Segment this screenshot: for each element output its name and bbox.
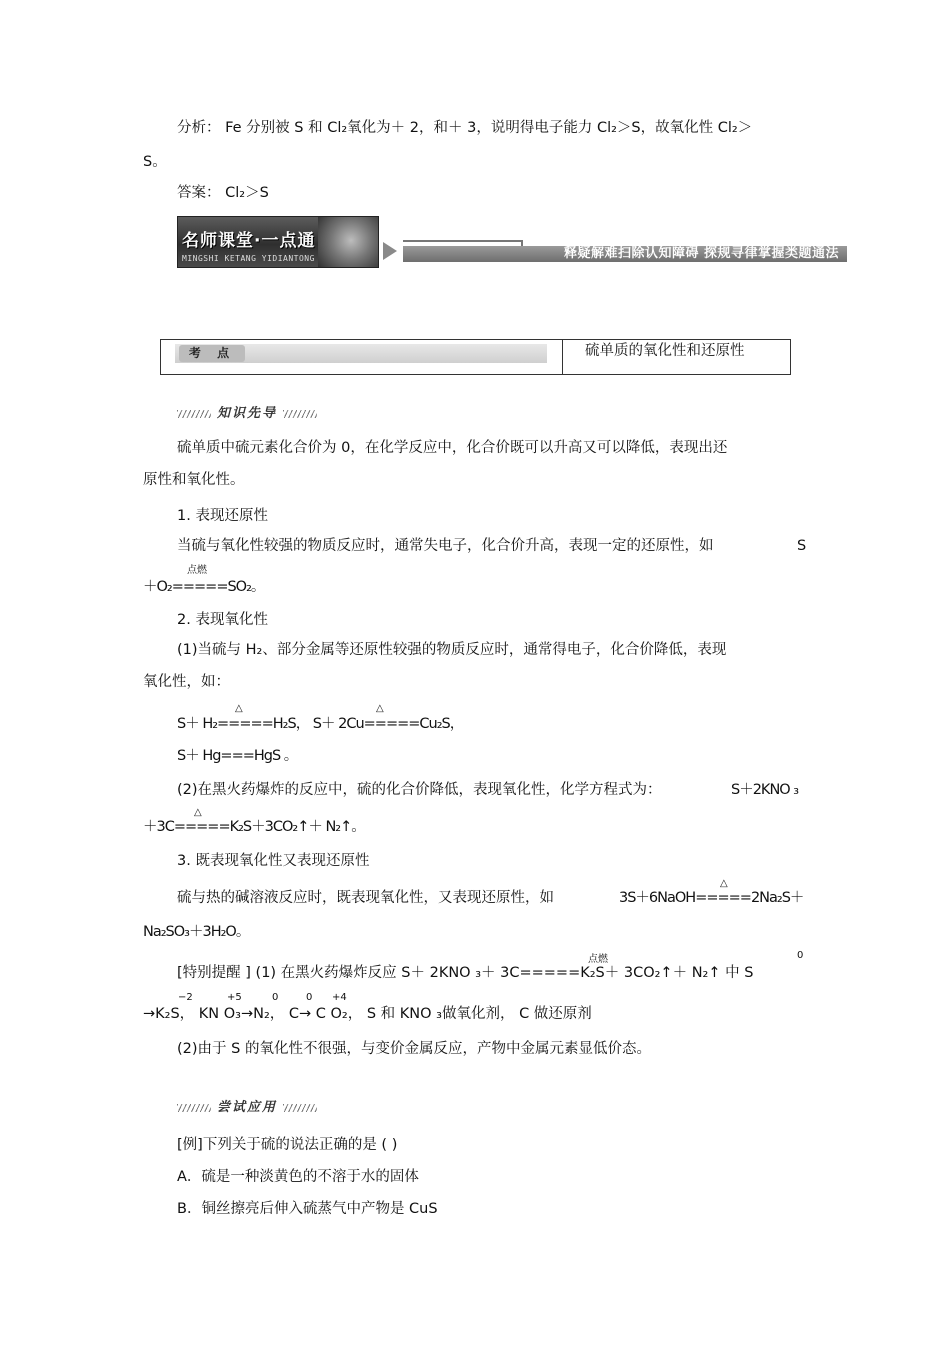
hatch-decoration (283, 410, 317, 418)
heading-oxidizing: 2. 表现氧化性 (177, 612, 268, 628)
section-label-text: 知识先导 (217, 406, 278, 421)
hatch-decoration (177, 410, 211, 418)
heat-condition: △ (194, 807, 202, 818)
special-reminder-line: [特别提醒 ] (1) 在黑火药爆炸反应 S＋ 2KNO ₃＋ 3C=====K₂S＋ 3CO₂↑＋ N₂↑ 中 S (177, 965, 754, 981)
key-point-label: 考 点 (179, 345, 245, 362)
key-point-table (160, 339, 791, 375)
banner-photo (318, 217, 378, 268)
heading-both: 3. 既表现氧化性又表现还原性 (177, 853, 370, 869)
heat-condition: △ (720, 878, 728, 889)
valence-mark: +5 (227, 992, 242, 1003)
valence-mark: −2 (178, 992, 193, 1003)
gunpowder-equation-start: S＋2KNO ₃ (731, 782, 799, 798)
banner-title: 名师课堂·一点通 (182, 231, 316, 251)
key-point-topic: 硫单质的氧化性和还原性 (585, 343, 745, 359)
equation-s-h2-cu: S＋ H₂=====H₂S， S＋ 2Cu=====Cu₂S， (177, 716, 464, 732)
alkali-equation-start: 3S＋6NaOH=====2Na₂S＋ (619, 890, 804, 906)
banner-title-box (177, 216, 379, 268)
equation-s-hg: S＋ Hg===HgS 。 (177, 748, 298, 764)
heat-condition: △ (376, 703, 384, 714)
alkali-paragraph: 硫与热的碱溶液反应时，既表现氧化性，又表现还原性，如 (177, 890, 554, 906)
intro-line-2: 原性和氧化性。 (143, 472, 245, 488)
valence-mark: 0 (306, 992, 313, 1003)
gunpowder-paragraph: (2)在黑火药爆炸的反应中，硫的化合价降低，表现氧化性，化学方程式为： (177, 782, 662, 798)
play-arrow-icon (383, 242, 397, 260)
heat-condition: △ (235, 703, 243, 714)
answer-line: 答案： Cl₂＞S (177, 185, 269, 201)
valence-mark: +4 (332, 992, 347, 1003)
key-point-label-cell (161, 340, 563, 374)
oxidizing-paragraph-2: 氧化性，如： (143, 674, 230, 690)
option-a: A．硫是一种淡黄色的不溶于水的固体 (177, 1169, 419, 1185)
intro-line-1: 硫单质中硫元素化合价为 0，在化学反应中，化合价既可以升高又可以降低，表现出还 (177, 440, 728, 456)
section-label-text: 尝试应用 (217, 1100, 278, 1115)
valence-mark: 0 (797, 950, 804, 961)
section-label-practice (177, 1100, 317, 1116)
banner-slogan: 释疑解难扫除认知障碍 探规寻律掌握类题通法 (563, 246, 839, 261)
key-point-label-bar (175, 344, 547, 363)
gunpowder-equation-end: ＋3C=====K₂S＋3CO₂↑＋ N₂↑。 (143, 819, 365, 835)
banner-pinyin: MINGSHI KETANG YIDIANTONG (182, 254, 315, 263)
reducing-paragraph: 当硫与氧化性较强的物质反应时，通常失电子，化合价升高，表现一定的还原性，如 (177, 538, 714, 554)
equation-s-o2: ＋O₂=====SO₂。 (143, 579, 265, 595)
example-question: [例]下列关于硫的说法正确的是 ( ) (177, 1137, 398, 1153)
special-reminder-line-3: (2)由于 S 的氧化性不很强，与变价金属反应，产物中金属元素显低价态。 (177, 1041, 651, 1057)
hatch-decoration (283, 1104, 317, 1112)
analysis-line-1: 分析： Fe 分别被 S 和 Cl₂氧化为＋ 2，和＋ 3，说明得电子能力 Cl₂＞S，故氧化性 Cl₂＞ (177, 120, 753, 136)
reducing-paragraph-s: S (797, 538, 807, 554)
option-b: B．铜丝擦亮后伸入硫蒸气中产物是 CuS (177, 1201, 438, 1217)
alkali-equation-end: Na₂SO₃＋3H₂O。 (143, 924, 250, 940)
teacher-class-banner (177, 216, 847, 268)
ignite-condition: 点燃 (588, 954, 608, 965)
special-reminder-line-2: →K₂S， KN O₃→N₂， C→ C O₂， S 和 KNO ₃做氧化剂， C 做还原剂 (143, 1006, 592, 1022)
banner-slogan-bar (403, 246, 847, 262)
ignite-condition: 点燃 (187, 565, 207, 576)
valence-mark: 0 (272, 992, 279, 1003)
oxidizing-paragraph-1: (1)当硫与 H₂、部分金属等还原性较强的物质反应时，通常得电子，化合价降低，表现 (177, 642, 727, 658)
analysis-line-2: S。 (143, 154, 167, 170)
section-label-knowledge (177, 406, 317, 422)
heading-reducing: 1. 表现还原性 (177, 508, 268, 524)
hatch-decoration (177, 1104, 211, 1112)
